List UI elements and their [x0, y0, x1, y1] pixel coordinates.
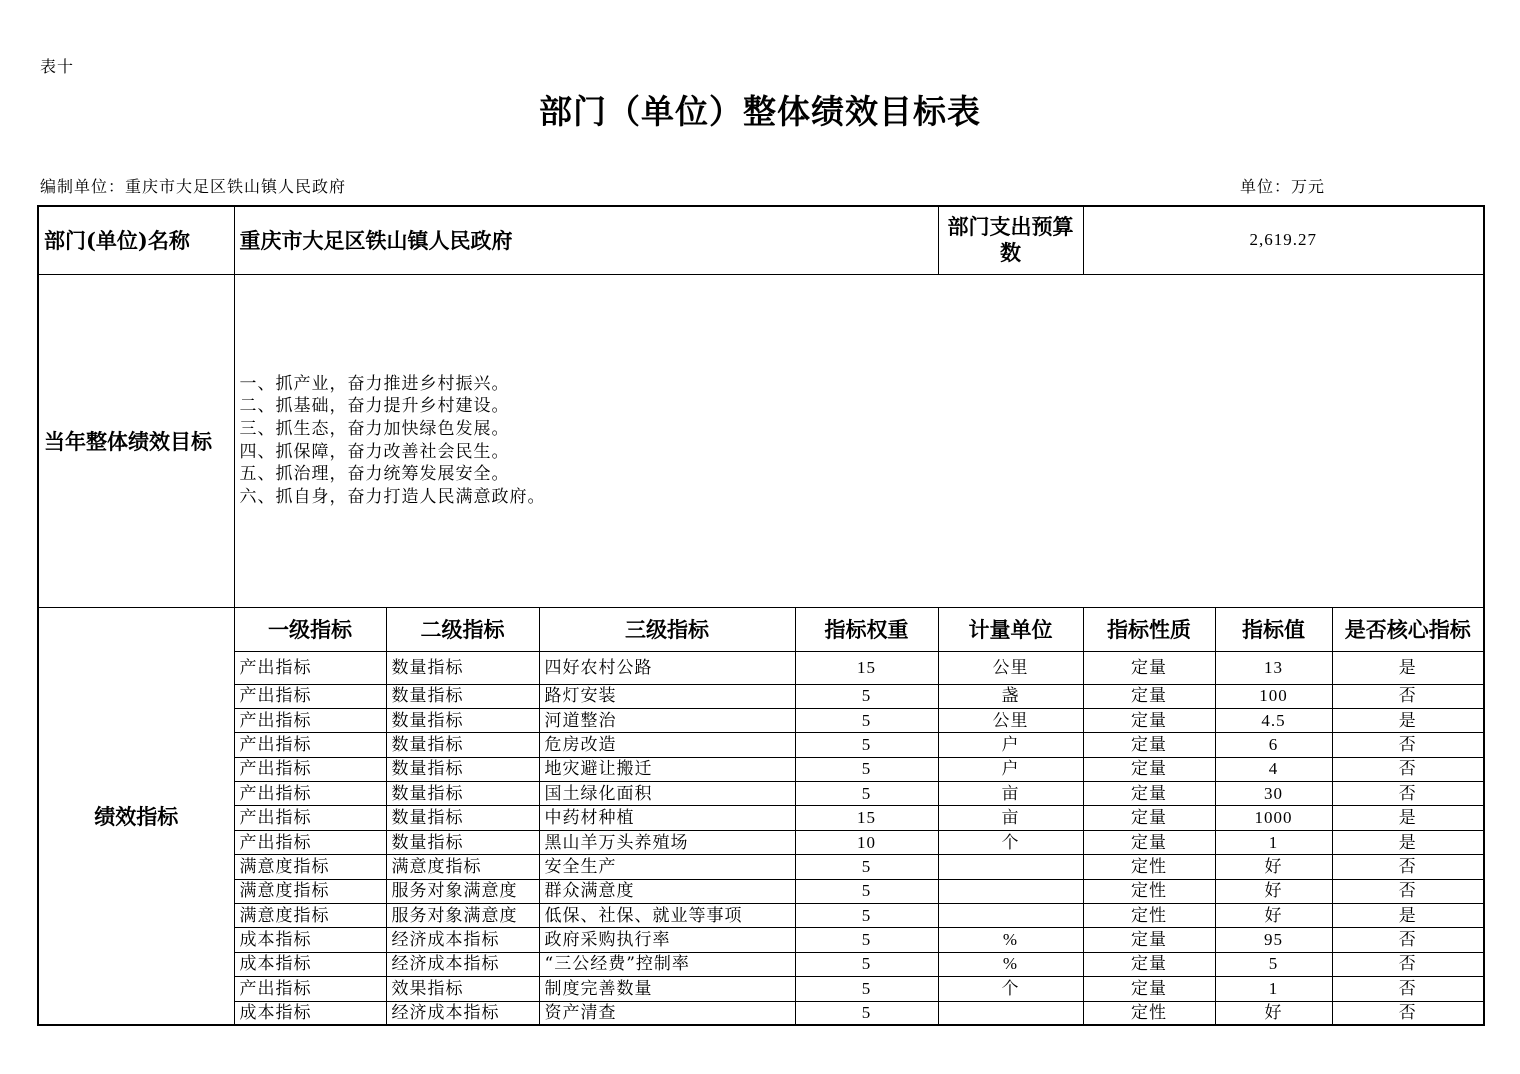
core-cell: 是 [1332, 830, 1484, 854]
dept-name-label: 部门(单位)名称 [38, 206, 234, 274]
nature-cell: 定量 [1083, 733, 1215, 757]
value-cell: 100 [1215, 684, 1332, 708]
indicator-row [38, 855, 1484, 879]
level2-cell: 经济成本指标 [386, 1001, 539, 1025]
value-cell: 5 [1215, 952, 1332, 976]
level3-cell: 黑山羊万头养殖场 [539, 830, 795, 854]
level1-cell: 产出指标 [234, 830, 386, 854]
performance-target-table [37, 205, 1485, 1026]
core-cell: 是 [1332, 651, 1484, 684]
core-cell: 否 [1332, 879, 1484, 903]
weight-cell: 5 [795, 952, 938, 976]
indicator-row [38, 1001, 1484, 1025]
level1-cell: 满意度指标 [234, 879, 386, 903]
unit-cell: 亩 [938, 782, 1083, 806]
level2-cell: 效果指标 [386, 977, 539, 1001]
value-cell: 1 [1215, 830, 1332, 854]
nature-cell: 定量 [1083, 952, 1215, 976]
level1-cell: 产出指标 [234, 684, 386, 708]
level3-cell: 制度完善数量 [539, 977, 795, 1001]
goal-item: 三、抓生态，奋力加快绿色发展。 [239, 418, 510, 439]
nature-cell: 定量 [1083, 782, 1215, 806]
level1-cell: 满意度指标 [234, 855, 386, 879]
header-unit: 计量单位 [938, 607, 1083, 651]
core-cell: 是 [1332, 708, 1484, 732]
core-cell: 否 [1332, 1001, 1484, 1025]
indicator-row [38, 684, 1484, 708]
level2-cell: 数量指标 [386, 806, 539, 830]
level1-cell: 产出指标 [234, 977, 386, 1001]
compiler-unit: 编制单位：重庆市大足区铁山镇人民政府 [40, 177, 347, 196]
weight-cell: 5 [795, 757, 938, 781]
weight-cell: 5 [795, 977, 938, 1001]
indicator-row [38, 928, 1484, 952]
unit-cell: % [938, 928, 1083, 952]
weight-cell: 5 [795, 855, 938, 879]
level2-cell: 数量指标 [386, 782, 539, 806]
indicator-row [38, 952, 1484, 976]
value-cell: 1000 [1215, 806, 1332, 830]
level1-cell: 产出指标 [234, 806, 386, 830]
goals-label: 当年整体绩效目标 [38, 274, 234, 607]
level2-cell: 服务对象满意度 [386, 879, 539, 903]
weight-cell: 5 [795, 684, 938, 708]
level1-cell: 满意度指标 [234, 904, 386, 928]
indicator-row [38, 782, 1484, 806]
nature-cell: 定量 [1083, 708, 1215, 732]
level1-cell: 成本指标 [234, 952, 386, 976]
level3-cell: 地灾避让搬迁 [539, 757, 795, 781]
level2-cell: 数量指标 [386, 684, 539, 708]
weight-cell: 5 [795, 928, 938, 952]
indicator-row [38, 904, 1484, 928]
goal-item: 一、抓产业，奋力推进乡村振兴。 [239, 373, 510, 394]
nature-cell: 定量 [1083, 757, 1215, 781]
value-cell: 好 [1215, 879, 1332, 903]
core-cell: 否 [1332, 684, 1484, 708]
weight-cell: 15 [795, 651, 938, 684]
header-value: 指标值 [1215, 607, 1332, 651]
value-cell: 好 [1215, 904, 1332, 928]
budget-label: 部门支出预算数 [938, 206, 1083, 274]
weight-cell: 5 [795, 733, 938, 757]
unit-cell [938, 904, 1083, 928]
level1-cell: 成本指标 [234, 928, 386, 952]
page-title: 部门（单位）整体绩效目标表 [539, 92, 981, 131]
value-cell: 4 [1215, 757, 1332, 781]
level1-cell: 产出指标 [234, 651, 386, 684]
level2-cell: 经济成本指标 [386, 952, 539, 976]
value-cell: 95 [1215, 928, 1332, 952]
header-level2: 二级指标 [386, 607, 539, 651]
unit-cell [938, 855, 1083, 879]
level2-cell: 数量指标 [386, 651, 539, 684]
nature-cell: 定性 [1083, 1001, 1215, 1025]
level2-cell: 数量指标 [386, 708, 539, 732]
core-cell: 否 [1332, 782, 1484, 806]
unit-cell: 个 [938, 977, 1083, 1001]
header-weight: 指标权重 [795, 607, 938, 651]
level3-cell: 低保、社保、就业等事项 [539, 904, 795, 928]
level1-cell: 产出指标 [234, 733, 386, 757]
core-cell: 是 [1332, 904, 1484, 928]
table-number: 表十 [40, 57, 75, 76]
indicator-row [38, 879, 1484, 903]
indicator-row [38, 830, 1484, 854]
level1-cell: 产出指标 [234, 708, 386, 732]
weight-cell: 5 [795, 782, 938, 806]
nature-cell: 定量 [1083, 684, 1215, 708]
value-cell: 好 [1215, 855, 1332, 879]
core-cell: 是 [1332, 806, 1484, 830]
value-cell: 好 [1215, 1001, 1332, 1025]
value-cell: 4.5 [1215, 708, 1332, 732]
level3-cell: 危房改造 [539, 733, 795, 757]
level2-cell: 数量指标 [386, 830, 539, 854]
indicator-row [38, 977, 1484, 1001]
weight-cell: 15 [795, 806, 938, 830]
unit-cell: 户 [938, 757, 1083, 781]
level3-cell: 国土绿化面积 [539, 782, 795, 806]
level2-cell: 满意度指标 [386, 855, 539, 879]
unit-cell: 个 [938, 830, 1083, 854]
currency-unit: 单位：万元 [1240, 177, 1326, 196]
value-cell: 13 [1215, 651, 1332, 684]
unit-cell: 盏 [938, 684, 1083, 708]
level2-cell: 数量指标 [386, 757, 539, 781]
goals-content [234, 274, 1484, 607]
unit-cell: 亩 [938, 806, 1083, 830]
unit-cell [938, 879, 1083, 903]
level3-cell: 群众满意度 [539, 879, 795, 903]
level1-cell: 成本指标 [234, 1001, 386, 1025]
weight-cell: 5 [795, 904, 938, 928]
weight-cell: 10 [795, 830, 938, 854]
nature-cell: 定性 [1083, 904, 1215, 928]
unit-cell: % [938, 952, 1083, 976]
value-cell: 6 [1215, 733, 1332, 757]
header-level3: 三级指标 [539, 607, 795, 651]
level3-cell: 河道整治 [539, 708, 795, 732]
indicator-row [38, 757, 1484, 781]
level3-cell: 安全生产 [539, 855, 795, 879]
value-cell: 30 [1215, 782, 1332, 806]
level2-cell: 服务对象满意度 [386, 904, 539, 928]
summary-row [38, 206, 1484, 274]
core-cell: 否 [1332, 733, 1484, 757]
level2-cell: 经济成本指标 [386, 928, 539, 952]
goal-item: 四、抓保障，奋力改善社会民生。 [239, 441, 510, 462]
unit-cell: 户 [938, 733, 1083, 757]
level3-cell: 政府采购执行率 [539, 928, 795, 952]
dept-name-value: 重庆市大足区铁山镇人民政府 [234, 206, 938, 274]
budget-value: 2,619.27 [1083, 206, 1484, 274]
weight-cell: 5 [795, 708, 938, 732]
level3-cell: 资产清查 [539, 1001, 795, 1025]
indicator-row [38, 651, 1484, 684]
nature-cell: 定量 [1083, 830, 1215, 854]
core-cell: 否 [1332, 928, 1484, 952]
nature-cell: 定量 [1083, 806, 1215, 830]
indicator-row [38, 806, 1484, 830]
unit-cell: 公里 [938, 708, 1083, 732]
goal-item: 五、抓治理，奋力统筹发展安全。 [239, 464, 510, 485]
level1-cell: 产出指标 [234, 757, 386, 781]
header-core: 是否核心指标 [1332, 607, 1484, 651]
indicator-row [38, 733, 1484, 757]
level3-cell: “三公经费”控制率 [539, 952, 795, 976]
level3-cell: 四好农村公路 [539, 651, 795, 684]
core-cell: 否 [1332, 952, 1484, 976]
header-level1: 一级指标 [234, 607, 386, 651]
indicators-label: 绩效指标 [38, 607, 234, 1025]
core-cell: 否 [1332, 757, 1484, 781]
header-nature: 指标性质 [1083, 607, 1215, 651]
nature-cell: 定量 [1083, 928, 1215, 952]
nature-cell: 定量 [1083, 651, 1215, 684]
goal-item: 二、抓基础，奋力提升乡村建设。 [239, 396, 510, 417]
unit-cell [938, 1001, 1083, 1025]
nature-cell: 定性 [1083, 855, 1215, 879]
indicator-row [38, 708, 1484, 732]
unit-cell: 公里 [938, 651, 1083, 684]
level3-cell: 中药材种植 [539, 806, 795, 830]
level1-cell: 产出指标 [234, 782, 386, 806]
weight-cell: 5 [795, 879, 938, 903]
nature-cell: 定性 [1083, 879, 1215, 903]
core-cell: 否 [1332, 977, 1484, 1001]
weight-cell: 5 [795, 1001, 938, 1025]
level2-cell: 数量指标 [386, 733, 539, 757]
core-cell: 否 [1332, 855, 1484, 879]
goal-item: 六、抓自身，奋力打造人民满意政府。 [239, 486, 546, 507]
goals-row [38, 274, 1484, 607]
level3-cell: 路灯安装 [539, 684, 795, 708]
nature-cell: 定量 [1083, 977, 1215, 1001]
value-cell: 1 [1215, 977, 1332, 1001]
indicator-header-row [38, 607, 1484, 651]
